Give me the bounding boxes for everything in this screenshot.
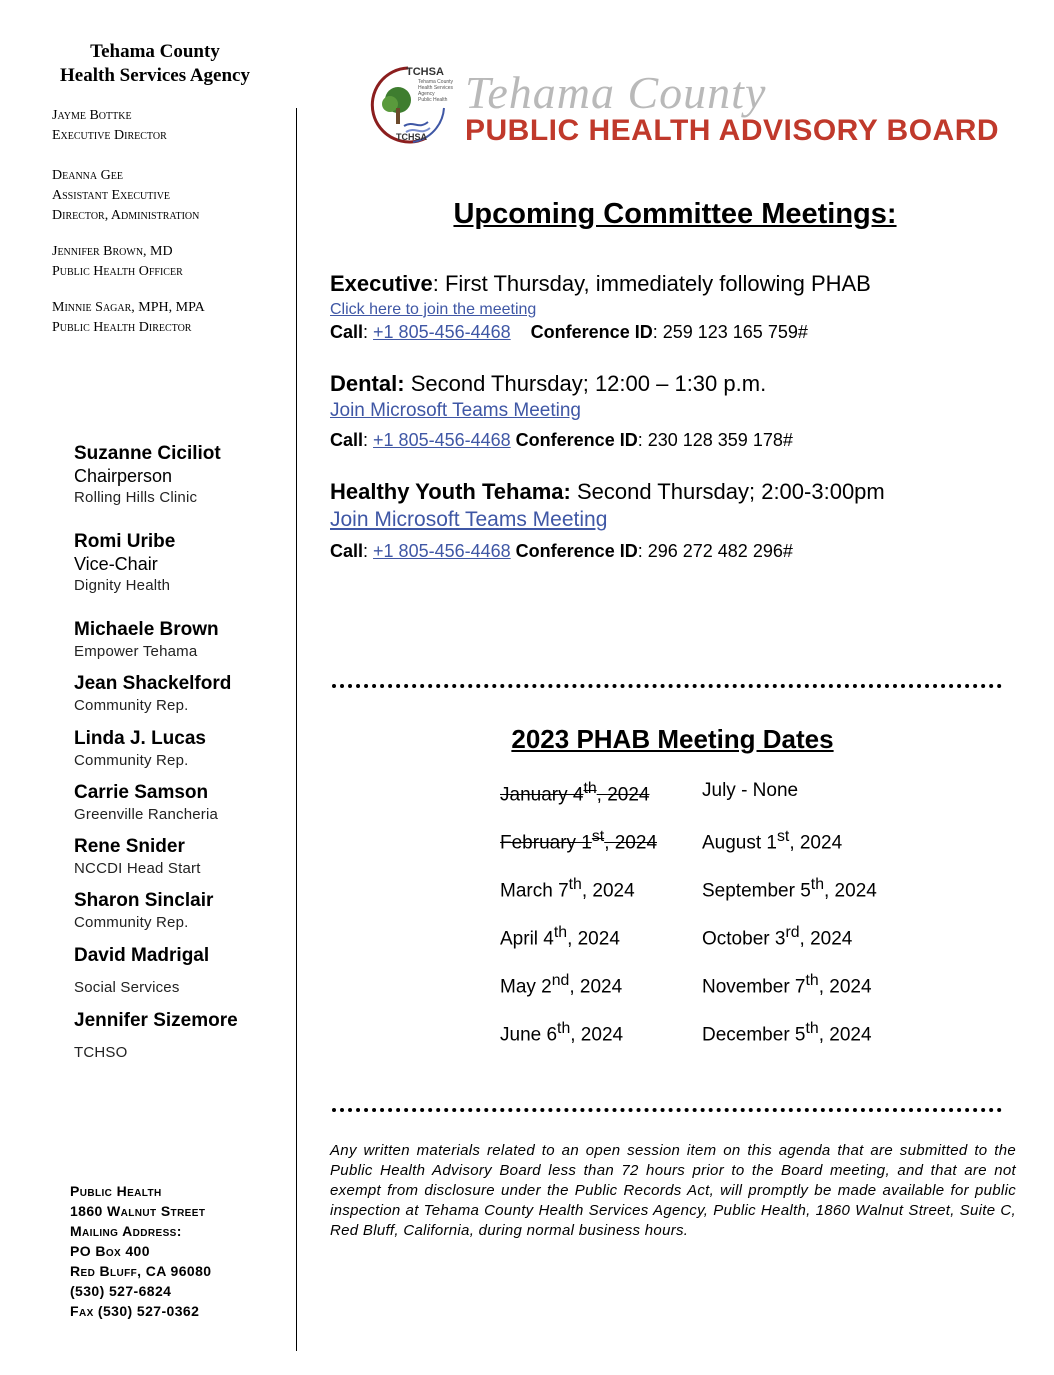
staff-name: Jennifer Brown, MD: [52, 244, 173, 259]
meeting-date: [702, 924, 852, 950]
meetings-title: Upcoming Committee Meetings:: [453, 198, 897, 230]
agency-name-line2: Health Services Agency: [60, 65, 250, 86]
dotted-divider: [332, 684, 1002, 688]
date-suffix: th: [805, 972, 819, 989]
meeting-heading: [330, 371, 766, 397]
member-role: Vice-Chair: [74, 554, 158, 574]
member-name: Linda J. Lucas: [74, 728, 206, 749]
member-org: Empower Tehama: [74, 643, 198, 660]
logo-text: TCHSA: [406, 66, 444, 78]
logo-subtext: [418, 79, 458, 103]
date-text: December 5: [702, 1024, 806, 1046]
member-name: Michaele Brown: [74, 619, 219, 640]
member-name: Rene Snider: [74, 836, 185, 857]
member-name: Sharon Sinclair: [74, 890, 214, 911]
contact-line: Public Health: [70, 1183, 162, 1199]
meeting-date: [500, 876, 635, 902]
board-member: [74, 1010, 284, 1064]
meeting-call-line: Call: +1 805-456-4468 Conference ID: 230 128 359 178#: [330, 430, 793, 450]
date-year: , 2024: [789, 832, 843, 854]
meeting-call-line: Call: +1 805-456-4468 Conference ID: 259 123 165 759#: [330, 322, 808, 342]
join-link[interactable]: Click here to join the meeting: [330, 301, 537, 318]
separator: :: [432, 271, 445, 296]
tchsa-logo: [368, 64, 454, 146]
conference-id: 296 272 482 296#: [647, 541, 793, 561]
member-name: Romi Uribe: [74, 531, 176, 552]
dotted-divider: [332, 1108, 1002, 1112]
phone-link[interactable]: +1 805-456-4468: [373, 541, 511, 561]
date-text: September 5: [702, 880, 811, 902]
date-text: November 7: [702, 976, 806, 998]
join-link[interactable]: Join Microsoft Teams Meeting: [330, 400, 581, 421]
member-org: Greenville Rancheria: [74, 806, 219, 823]
staff-name: Jayme Bottke: [52, 108, 132, 123]
agency-name: [40, 40, 270, 88]
conference-id: 230 128 359 178#: [647, 430, 793, 450]
meeting-call-line: Call: +1 805-456-4468 Conference ID: 296 272 482 296#: [330, 541, 793, 561]
contact-line: PO Box 400: [70, 1243, 150, 1259]
logo-sub-line: Public Health: [418, 97, 448, 103]
contact-line: (530) 527-6824: [70, 1283, 172, 1299]
staff-title: Public Health Officer: [52, 264, 183, 279]
member-org: Social Services: [74, 979, 180, 996]
date-year: , 2024: [604, 832, 658, 854]
logo-sub-line: Tehama County: [418, 79, 454, 85]
date-suffix: th: [810, 876, 824, 893]
meeting-name: Executive: [330, 271, 433, 296]
staff-title: Executive Director: [52, 128, 167, 143]
agency-name-line1: Tehama County: [90, 41, 220, 62]
date-suffix: rd: [785, 924, 800, 941]
meeting-when: Second Thursday; 12:00 – 1:30 p.m.: [410, 371, 767, 396]
conference-label: Conference ID: [515, 541, 638, 561]
staff-entry: [52, 106, 292, 146]
board-member: [74, 673, 284, 717]
member-org: TCHSO: [74, 1044, 128, 1061]
board-member: [74, 945, 284, 999]
date-year: , 2024: [818, 1024, 872, 1046]
date-text: January 4: [500, 784, 584, 806]
contact-info: [70, 1181, 290, 1321]
member-org: Community Rep.: [74, 697, 189, 714]
conference-label: Conference ID: [530, 322, 653, 342]
date-suffix: th: [553, 924, 568, 941]
member-org: Community Rep.: [74, 752, 189, 769]
date-suffix: th: [557, 1020, 571, 1037]
phone-link[interactable]: +1 805-456-4468: [373, 322, 511, 342]
call-label: Call: [330, 322, 364, 342]
meeting-heading: [330, 479, 885, 505]
staff-title-2: Director, Administration: [52, 208, 200, 223]
contact-line: 1860 Walnut Street: [70, 1203, 206, 1219]
meeting-name: Healthy Youth Tehama:: [330, 479, 571, 504]
date-year: , 2024: [596, 784, 650, 806]
contact-line: Red Bluff, CA 96080: [70, 1263, 212, 1279]
date-text: June 6: [500, 1024, 558, 1046]
date-year: , 2024: [824, 880, 877, 902]
contact-line: Fax (530) 527-0362: [70, 1303, 200, 1319]
date-suffix: nd: [551, 972, 570, 989]
meeting-date: [702, 780, 798, 802]
logo-sub-line: Health Services Agency: [418, 85, 454, 97]
board-member: [74, 531, 284, 597]
staff-name: Minnie Sagar, MPH, MPA: [52, 300, 205, 315]
board-title: PUBLIC HEALTH ADVISORY BOARD: [465, 114, 1000, 147]
member-org: Rolling Hills Clinic: [74, 489, 198, 506]
board-member: [74, 728, 284, 772]
date-year: , 2024: [818, 976, 872, 998]
staff-entry: [52, 298, 292, 338]
conference-label: Conference ID: [515, 430, 638, 450]
date-text: February 1: [500, 832, 592, 854]
member-name: Suzanne Ciciliot: [74, 443, 221, 464]
logo-bottom-text: TCHSA: [396, 132, 427, 142]
board-member: [74, 782, 284, 826]
join-link[interactable]: Join Microsoft Teams Meeting: [330, 508, 608, 531]
call-label: Call: [330, 541, 364, 561]
date-suffix: th: [583, 780, 597, 797]
board-member: [74, 619, 284, 663]
staff-title: Assistant Executive: [52, 188, 171, 203]
date-year: , 2024: [569, 976, 623, 998]
meeting-date: [500, 828, 657, 854]
date-text: May 2: [500, 976, 552, 998]
meeting-when: First Thursday, immediately following PHAB: [444, 271, 871, 296]
date-suffix: th: [805, 1020, 819, 1037]
public-notice: Any written materials related to an open session item on this agenda that are submitted to the Public Health Advisory Board less than 72 hours prior to the Board meeting, and that are not exempt from disclosure under the Public Records Act, will promptly be made available for public inspection at Tehama County Health Services Agency, Public Health, 1860 Walnut Street, Suite C, Red Bluff, California, during normal business hours.: [330, 1142, 1016, 1239]
date-suffix: st: [591, 828, 605, 845]
staff-name: Deanna Gee: [52, 168, 123, 183]
member-org: Community Rep.: [74, 914, 189, 931]
date-suffix: st: [777, 828, 790, 845]
staff-entry: [52, 242, 292, 282]
phone-link[interactable]: +1 805-456-4468: [373, 430, 511, 450]
member-name: David Madrigal: [74, 945, 210, 966]
board-member: [74, 836, 284, 880]
date-text: March 7: [500, 880, 569, 902]
date-text: August 1: [702, 832, 777, 854]
member-org: Dignity Health: [74, 577, 171, 594]
meeting-link[interactable]: [330, 301, 536, 319]
column-divider: [296, 108, 297, 1351]
board-member: [74, 443, 284, 509]
date-suffix: th: [568, 876, 582, 893]
meeting-name: Dental:: [330, 371, 405, 396]
member-name: Carrie Samson: [74, 782, 209, 803]
meeting-date: [500, 780, 649, 806]
meeting-date: [702, 828, 842, 854]
meeting-link[interactable]: [330, 508, 607, 532]
member-name: Jean Shackelford: [74, 673, 232, 694]
date-year: , 2024: [799, 928, 853, 950]
date-year: , 2024: [567, 928, 620, 950]
meeting-date: [702, 1020, 872, 1046]
meeting-link[interactable]: [330, 400, 581, 422]
meeting-heading: [330, 271, 871, 297]
meeting-date: [500, 1020, 623, 1046]
meeting-date: [500, 972, 622, 998]
dates-title: 2023 PHAB Meeting Dates: [511, 724, 834, 754]
date-text: July - None: [702, 780, 799, 801]
meeting-date: [500, 924, 620, 950]
meeting-date: [702, 876, 877, 902]
meeting-when: Second Thursday; 2:00-3:00pm: [576, 479, 885, 504]
board-member: [74, 890, 284, 934]
date-year: , 2024: [581, 880, 635, 902]
staff-entry: [52, 166, 292, 226]
conference-id: 259 123 165 759#: [662, 322, 808, 342]
script-title: Tehama County: [465, 67, 767, 118]
call-label: Call: [330, 430, 364, 450]
member-name: Jennifer Sizemore: [74, 1010, 238, 1031]
staff-title: Public Health Director: [52, 320, 192, 335]
date-text: April 4: [500, 928, 554, 950]
member-role: Chairperson: [74, 466, 173, 486]
date-text: October 3: [702, 928, 786, 950]
meeting-date: [702, 972, 872, 998]
contact-line: Mailing Address:: [70, 1223, 182, 1239]
date-year: , 2024: [570, 1024, 624, 1046]
member-org: NCCDI Head Start: [74, 860, 201, 877]
